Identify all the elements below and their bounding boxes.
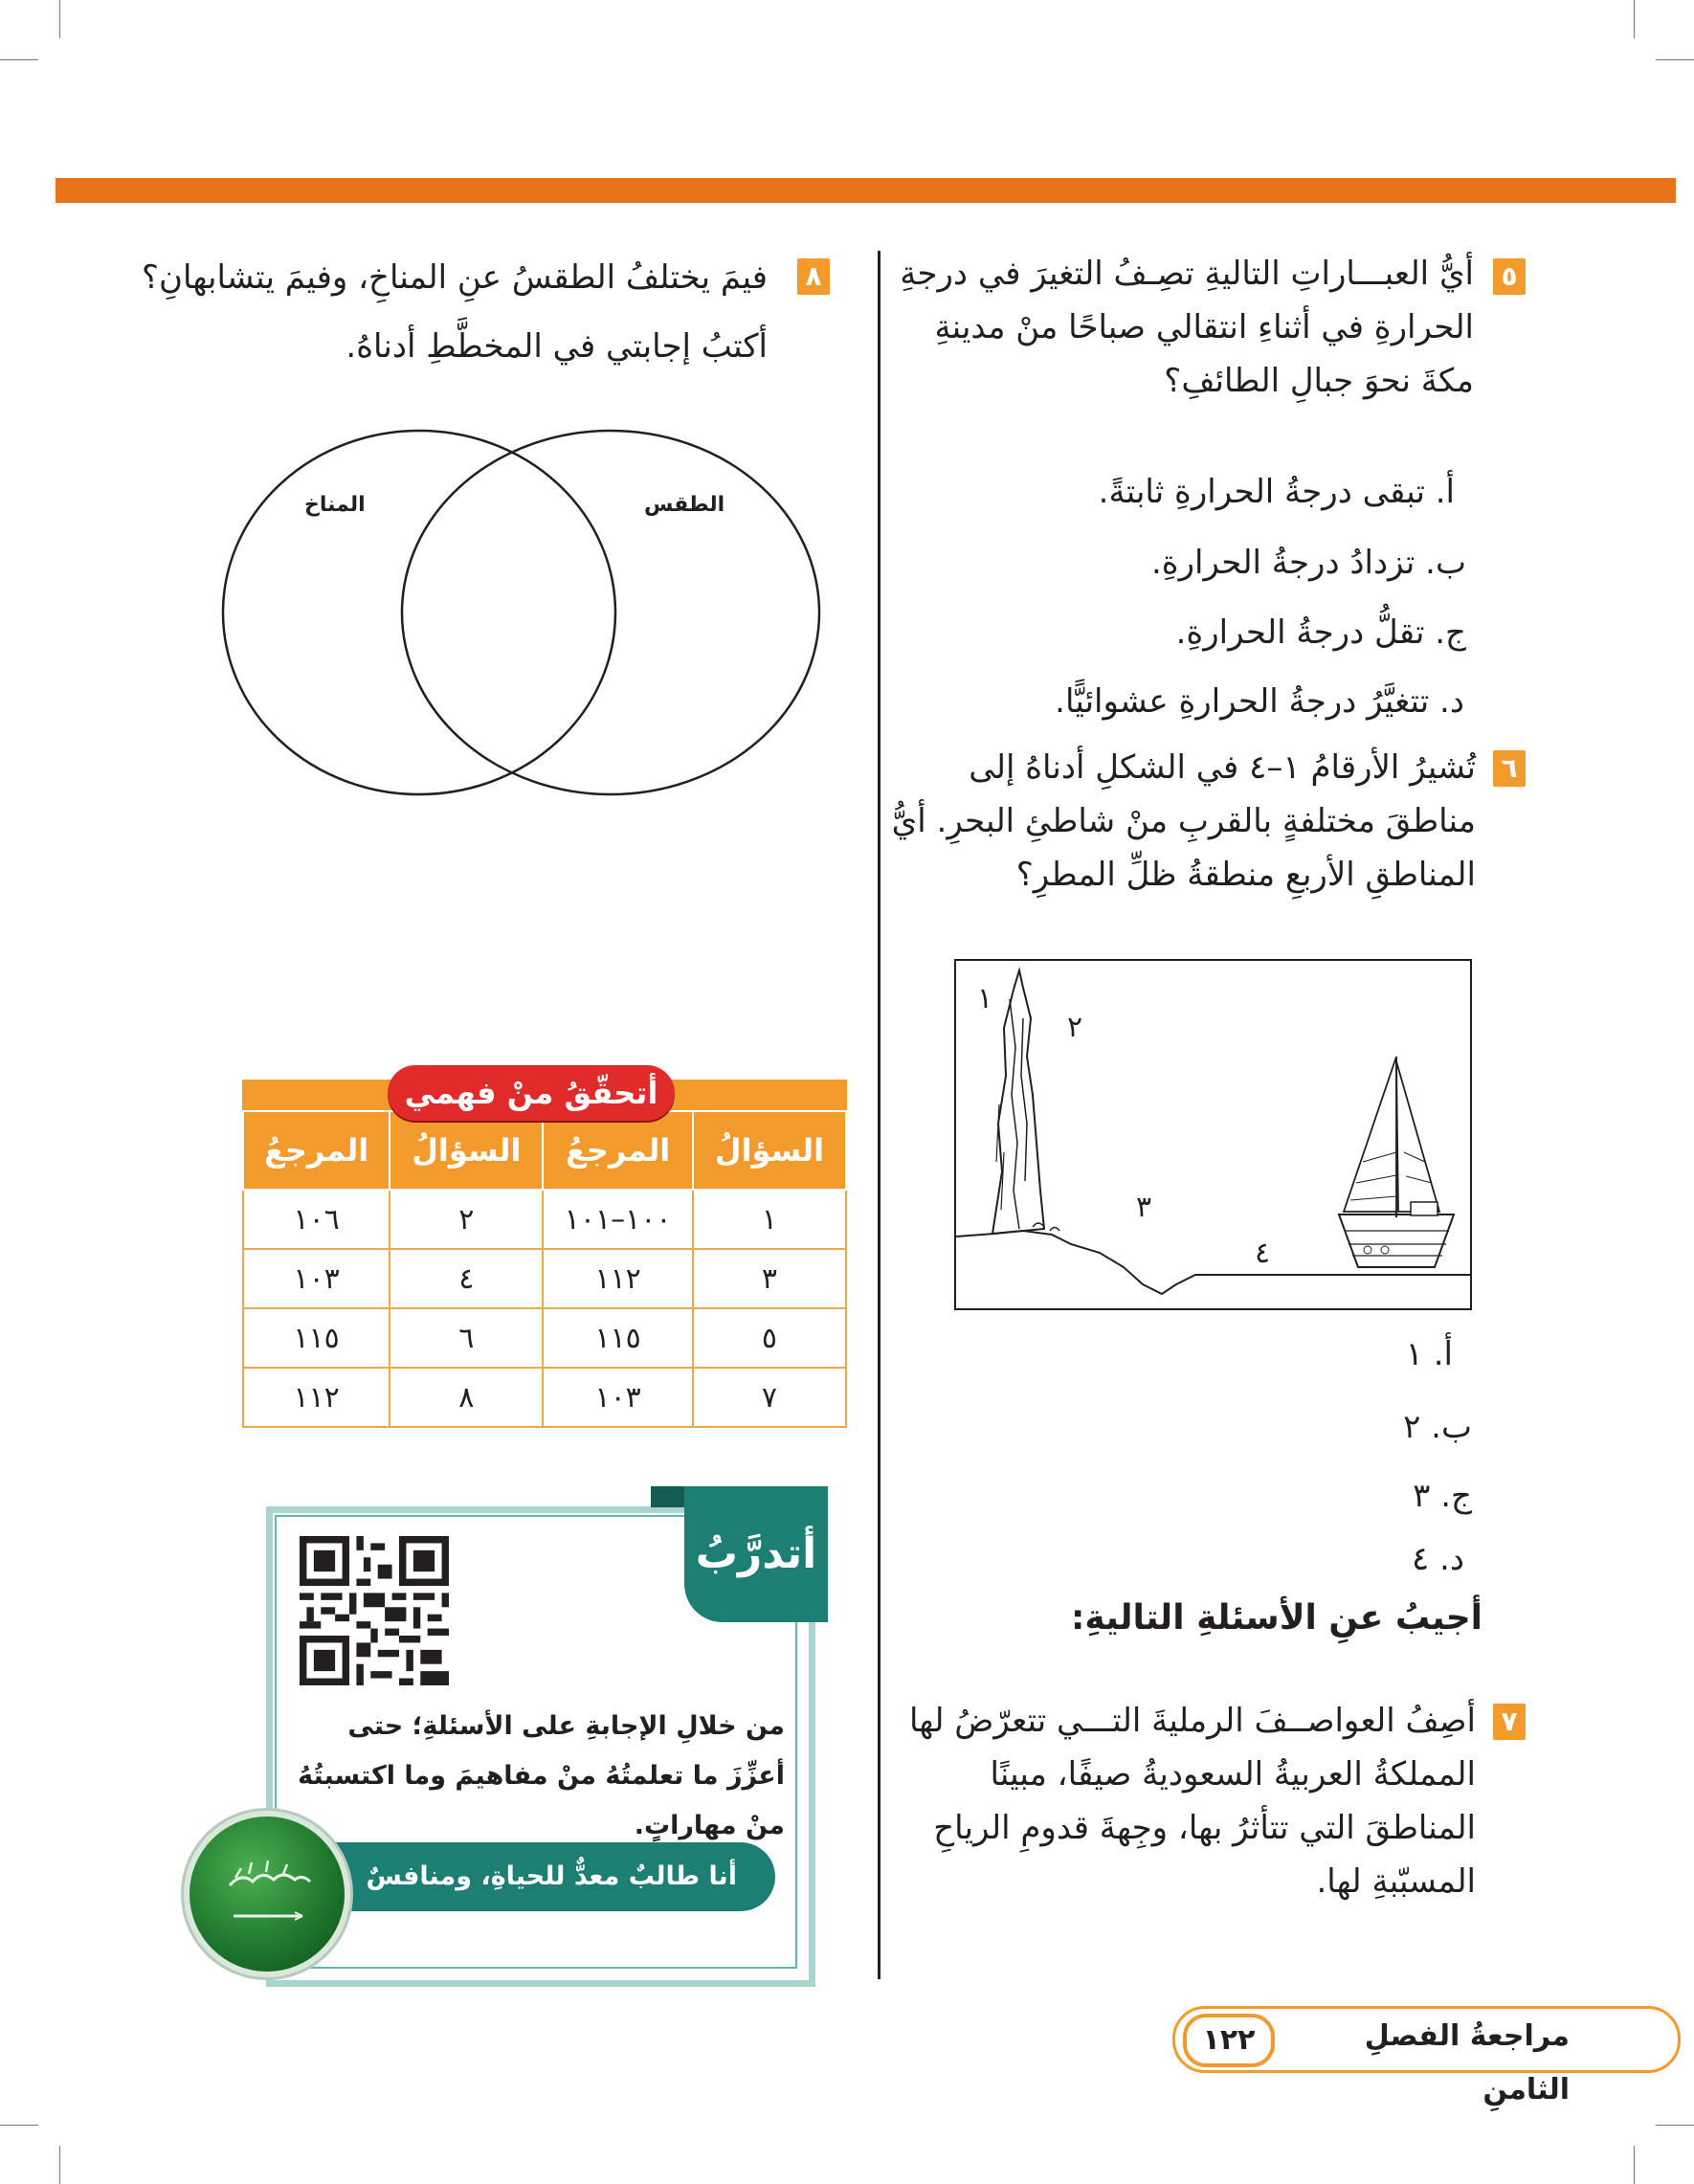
figure-label-2: ٢ [1067, 1011, 1083, 1044]
q6-option-a[interactable]: أ. ١ [1405, 1335, 1453, 1373]
question-8-number: ٨ [797, 258, 830, 295]
q5-option-d[interactable]: د. تتغيَّرُ درجةُ الحرارةِ عشوائيًّا. [1055, 682, 1464, 721]
table-cell: ١ [693, 1190, 846, 1249]
question-6-text: تُشيرُ الأرقامُ ١–٤ في الشكلِ أدناهُ إلى مناطقَ مختلفةٍ بالقربِ منْ شاطئِ البحرِ. أيُّ المناطقِ الأربعِ منطقةُ ظلِّ المطرِ؟ [891, 748, 1476, 894]
slogan-pill [278, 1842, 775, 1960]
figure-label-3: ٣ [1136, 1191, 1152, 1224]
crop-mark [1656, 2125, 1694, 2126]
table-cell: ١٠٣ [243, 1249, 390, 1308]
page-number: ١٢٢ [1183, 2014, 1275, 2067]
saudi-flag-badge [189, 1816, 345, 1972]
crop-mark [59, 0, 60, 38]
figure-label-1: ١ [977, 982, 993, 1015]
table-row [243, 1249, 846, 1308]
venn-label-weather: الطقس [644, 493, 725, 517]
table-cell: ١١٢ [543, 1249, 693, 1308]
table-cell: ١١٥ [543, 1308, 693, 1368]
question-8-line-2: أكتبُ إجابتي في المخطَّطِ أدناهُ. [345, 327, 768, 366]
header-reference: المرجعُ [543, 1111, 693, 1190]
q5-option-c[interactable]: ج. تقلُّ درجةُ الحرارةِ. [1175, 613, 1466, 652]
table-cell: ٥ [693, 1308, 846, 1368]
header-question: السؤالُ [693, 1111, 846, 1190]
table-cell: ١١٢ [243, 1368, 390, 1427]
column-divider [878, 251, 880, 1979]
question-7-text: أصِفُ العواصــفَ الرمليةَ التـــي تتعرّضُ لها المملكةُ العربيةُ السعوديةُ صيفًا، مبينًا المناطقَ التي تتأثرُ بها، وجِهةَ قدومِ الرياحِ المسبّبةِ لها. [909, 1702, 1476, 1901]
table-cell: ٧ [693, 1368, 846, 1427]
question-8-line-1: فيمَ يختلفُ الطقسُ عنِ المناخِ، وفيمَ يتشابهانِ؟ [141, 258, 768, 297]
venn-diagram [211, 429, 823, 802]
answer-heading: أجيبُ عنِ الأسئلةِ التاليةِ: [1071, 1598, 1482, 1638]
crop-mark [59, 2146, 60, 2184]
table-cell: ٨ [390, 1368, 543, 1427]
q5-option-a[interactable]: أ. تبقى درجةُ الحرارةِ ثابتةً. [1098, 473, 1455, 511]
check-understanding-badge: أتحقّقُ منْ فهمي [388, 1065, 675, 1121]
venn-label-climate: المناخ [304, 493, 366, 517]
slogan-text: أنا طالبٌ معدٌّ للحياةِ، ومنافسٌ عالميًّا. [366, 1861, 737, 1960]
question-5-number: ٥ [1493, 258, 1526, 295]
header-question: السؤالُ [390, 1111, 543, 1190]
venn-circle-weather [402, 431, 819, 794]
crop-mark [0, 2125, 38, 2126]
q5-option-b[interactable]: ب. تزدادُ درجةُ الحرارةِ. [1151, 544, 1466, 582]
rain-shadow-figure [954, 959, 1472, 1310]
q6-option-b[interactable]: ب. ٢ [1403, 1408, 1472, 1446]
table-cell: ١٠٦ [243, 1190, 390, 1249]
practice-tab: أتدرَّبُ [684, 1486, 828, 1622]
chapter-review-title: مراجعةُ الفصلِ الثامنِ [1364, 2019, 1570, 2106]
crop-mark [1634, 2146, 1635, 2184]
header-bar [56, 178, 1676, 203]
table-cell: ١٠٣ [543, 1368, 693, 1427]
table-cell: ٤ [390, 1249, 543, 1308]
practice-instructions: من خلالِ الإجابةِ على الأسئلةِ؛ حتى أعزِّزَ ما تعلمتُهُ منْ مفاهيمَ وما اكتسبتُهُ منْ مهاراتٍ. [298, 1711, 785, 1840]
table-row [243, 1308, 846, 1368]
question-5-text: أيُّ العبـــاراتِ التاليةِ تصِـفُ التغيرَ في درجةِ الحرارةِ في أثناءِ انتقالي صباحًا منْ مدينةِ مكةَ نحوَ جبالِ الطائفِ؟ [900, 255, 1474, 400]
question-6-number: ٦ [1493, 750, 1526, 787]
table-cell: ٣ [693, 1249, 846, 1308]
table-cell: ٦ [390, 1308, 543, 1368]
flag-emblem-icon [189, 1816, 345, 1972]
coastal-mountain-illustration [956, 961, 1470, 1308]
question-7-number: ٧ [1493, 1704, 1526, 1740]
table-row [243, 1368, 846, 1427]
figure-label-4: ٤ [1255, 1237, 1271, 1270]
reference-table [242, 1110, 847, 1428]
crop-mark [1634, 0, 1635, 38]
table-cell: ١١٥ [243, 1308, 390, 1368]
table-cell: ٢ [390, 1190, 543, 1249]
crop-mark [1656, 59, 1694, 60]
crop-mark [0, 59, 38, 60]
header-reference: المرجعُ [243, 1111, 390, 1190]
venn-circle-climate [223, 431, 615, 794]
q6-option-c[interactable]: ج. ٣ [1413, 1477, 1472, 1515]
q6-option-d[interactable]: د. ٤ [1411, 1540, 1464, 1578]
table-row [243, 1190, 846, 1249]
qr-code-icon[interactable] [300, 1536, 449, 1685]
table-cell: ١٠٠–١٠١ [543, 1190, 693, 1249]
